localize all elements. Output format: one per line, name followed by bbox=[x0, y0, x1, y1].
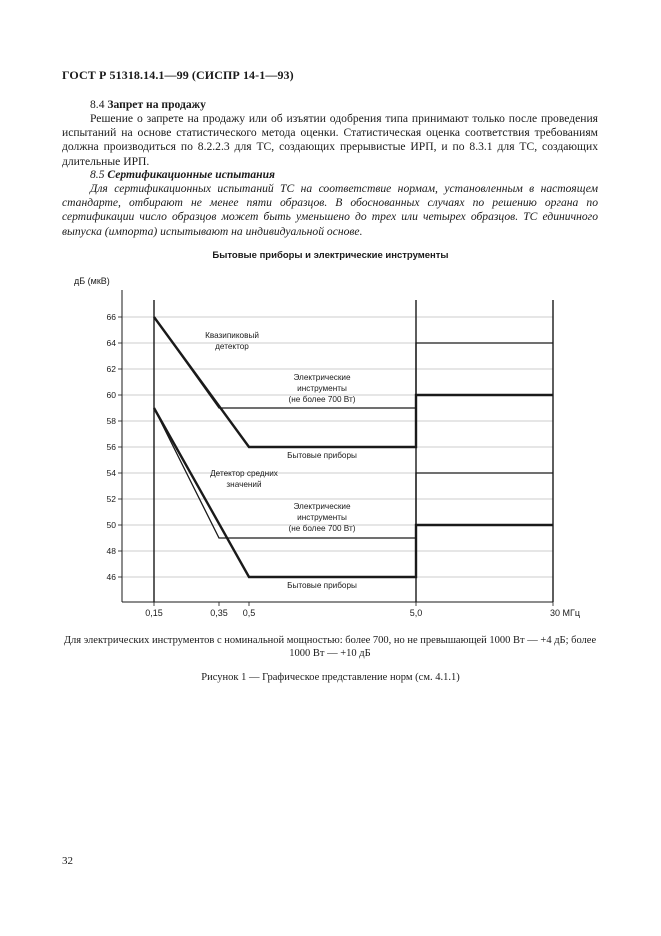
tools-avg-label: Электрические инструменты (не более 700 Вт) bbox=[288, 502, 356, 533]
y-tick-label: 62 bbox=[106, 364, 116, 374]
section-8-4-number: 8.4 bbox=[90, 98, 105, 111]
tools-qp-label: Электрические инструменты (не более 700 Вт) bbox=[288, 373, 356, 404]
y-tick-label: 48 bbox=[106, 546, 116, 556]
y-tick-label: 60 bbox=[106, 390, 116, 400]
x-tick-label: 0,5 bbox=[242, 608, 256, 618]
figure-caption: Рисунок 1 — Графическое представление норм (см. 4.1.1) bbox=[201, 672, 460, 683]
figure-note: Для электрических инструментов с номинальной мощностью: более 700, но не превышающей 1000 Вт — +4 дБ; более 1000 Вт — +10 дБ bbox=[63, 635, 597, 659]
section-8-5-title: Сертификационные испытания bbox=[107, 168, 276, 181]
y-tick-label: 64 bbox=[106, 338, 116, 348]
y-tick-label: 52 bbox=[106, 494, 116, 504]
y-tick-label: 66 bbox=[106, 312, 116, 322]
y-tick-label: 54 bbox=[106, 468, 116, 478]
x-tick-label: 5,0 bbox=[409, 608, 423, 618]
document-header: ГОСТ Р 51318.14.1—99 (СИСПР 14-1—93) bbox=[62, 68, 294, 82]
section-8-5-number: 8.5 bbox=[90, 168, 105, 181]
section-8-5-text: Для сертификационных испытаний ТС на соответствие нормам, установленным в настоящем стандарте, отбирают не менее пяти образцов. В обоснованных случаях по решению органа по сертификации число образцов может быть уменьшено до трех или четырех образцов. ТС единичного выпуска (импорта) испытывают на индивидуальной основе. bbox=[62, 182, 598, 238]
y-tick-label: 56 bbox=[106, 442, 116, 452]
section-8-4-text: Решение о запрете на продажу или об изъятии одобрения типа принимают только после проведения испытаний на основе статистического метода оценки. Статистическая оценка соответствия требованиям должна производиться по 8.2.2.3 для ТС, создающих прерывистые ИРП, и по 8.3.1 для ТС, создающих длительные ИРП. bbox=[62, 112, 598, 168]
avg-detector-label: Детектор средних значений bbox=[210, 469, 278, 489]
y-axis-label: дБ (мкВ) bbox=[74, 276, 110, 286]
appliances-avg-label: Бытовые приборы bbox=[287, 581, 357, 590]
appliances-qp-label: Бытовые приборы bbox=[287, 451, 357, 460]
y-tick-label: 46 bbox=[106, 572, 116, 582]
x-tick-label: 0,15 bbox=[145, 608, 163, 618]
x-tick-label: 0,35 bbox=[210, 608, 228, 618]
x-tick-label: 30 МГц bbox=[549, 608, 581, 618]
y-tick-label: 58 bbox=[106, 416, 116, 426]
section-8-4-title: Запрет на продажу bbox=[107, 98, 206, 111]
series-line-4 bbox=[154, 408, 553, 577]
qp-detector-label: Квазипиковый детектор bbox=[205, 331, 259, 351]
page-number: 32 bbox=[62, 855, 73, 867]
chart-title: Бытовые приборы и электрические инструменты bbox=[212, 250, 449, 261]
y-tick-label: 50 bbox=[106, 520, 116, 530]
